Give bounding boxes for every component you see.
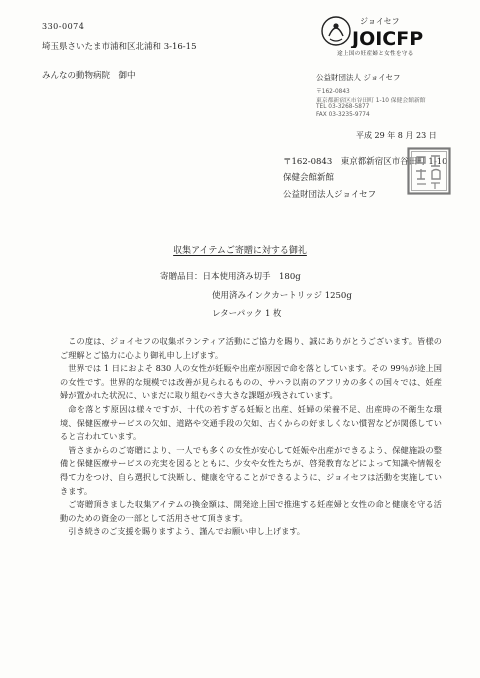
letterhead-tel: TEL 03-3268-5877 bbox=[316, 104, 370, 110]
sender-address: 〒162-0843 東京都新宿区市谷田町 1-10 bbox=[283, 157, 448, 167]
letterhead-address: 東京都新宿区市谷田町 1-10 保健会館新館 bbox=[316, 98, 426, 104]
logo-mark-icon bbox=[319, 14, 439, 48]
body-paragraph: 世界では 1 日におよそ 830 人の女性が妊娠や出産が原因で命を落としています。その 99％が途上国の女性です。世界的な規模では改善が見られるものの、サハラ以南のアフリカの多くの国々では、妊産婦が置かれた状況に、いまだに取り組むべき大きな課題が残されています。 bbox=[60, 363, 442, 401]
recipient-name: みんなの動物病院 御中 bbox=[42, 71, 136, 81]
donation-item-1: 寄贈品目：日本使用済み切手 180g bbox=[160, 272, 301, 282]
letter-date: 平成 29 年 8 月 23 日 bbox=[356, 131, 437, 140]
body-paragraph: 皆さまからのご寄贈により、一人でも多くの女性が安心して妊娠や出産ができるよう、保健施設の整備と保健医療サービスの充実を図るとともに、少女や女性たちが、啓発教育などによって知識や情報を得て力をつけ、自ら選択して決断し、健康を守ることができるように、ジョイセフは活動を実施していきます。 bbox=[60, 444, 442, 496]
logo-wordmark: JOICFP bbox=[352, 28, 424, 48]
letterhead-org-name: 公益財団法人 ジョイセフ bbox=[316, 73, 401, 82]
body-paragraph: ご寄贈頂きました収集アイテムの換金額は、開発途上国で推進する妊産婦と女性の命と健康を守る活動のための資金の一部として活用させて頂きます。 bbox=[60, 499, 442, 523]
body-paragraph: 命を落とす原因は様々ですが、十代の若すぎる妊娠と出産、妊婦の栄養不足、出産時の不衛生な環境、保健医療サービスの欠如、道路や交通手段の欠如、古くからの好ましくない慣習などが関係していると言われています。 bbox=[60, 403, 442, 442]
body-paragraph: 引き続きのご支援を賜りますよう、謹んでお願い申し上げます。 bbox=[68, 526, 305, 537]
sender-building: 保健会館新館 bbox=[283, 173, 335, 183]
letterhead-postal: 〒162-0843 bbox=[316, 89, 350, 95]
donation-item-3: レターパック 1 枚 bbox=[212, 309, 282, 319]
sender-org: 公益財団法人ジョイセフ bbox=[283, 190, 377, 200]
recipient-postal-code: 330-0074 bbox=[42, 22, 85, 31]
body-paragraph: この度は、ジョイセフの収集ボランティア活動にご協力を賜り、誠にありがとうございます。皆様のご理解とご協力に心より御礼申し上げます。 bbox=[60, 336, 442, 360]
logo-kana: ジョイセフ bbox=[360, 17, 400, 26]
logo-tagline: 途上国の妊産婦と女性を守る bbox=[337, 51, 414, 57]
joicfp-logo bbox=[319, 14, 439, 64]
official-seal-stamp bbox=[407, 147, 451, 195]
letter-title bbox=[0, 243, 480, 256]
letterhead-fax: FAX 03-3235-9774 bbox=[316, 112, 370, 118]
donation-item-2: 使用済みインクカートリッジ 1250g bbox=[212, 291, 352, 301]
letter-title-text: 収集アイテムご寄贈に対する御礼 bbox=[173, 246, 307, 256]
recipient-address: 埼玉県さいたま市浦和区北浦和 3-16-15 bbox=[42, 42, 197, 52]
letter-body bbox=[60, 335, 442, 539]
